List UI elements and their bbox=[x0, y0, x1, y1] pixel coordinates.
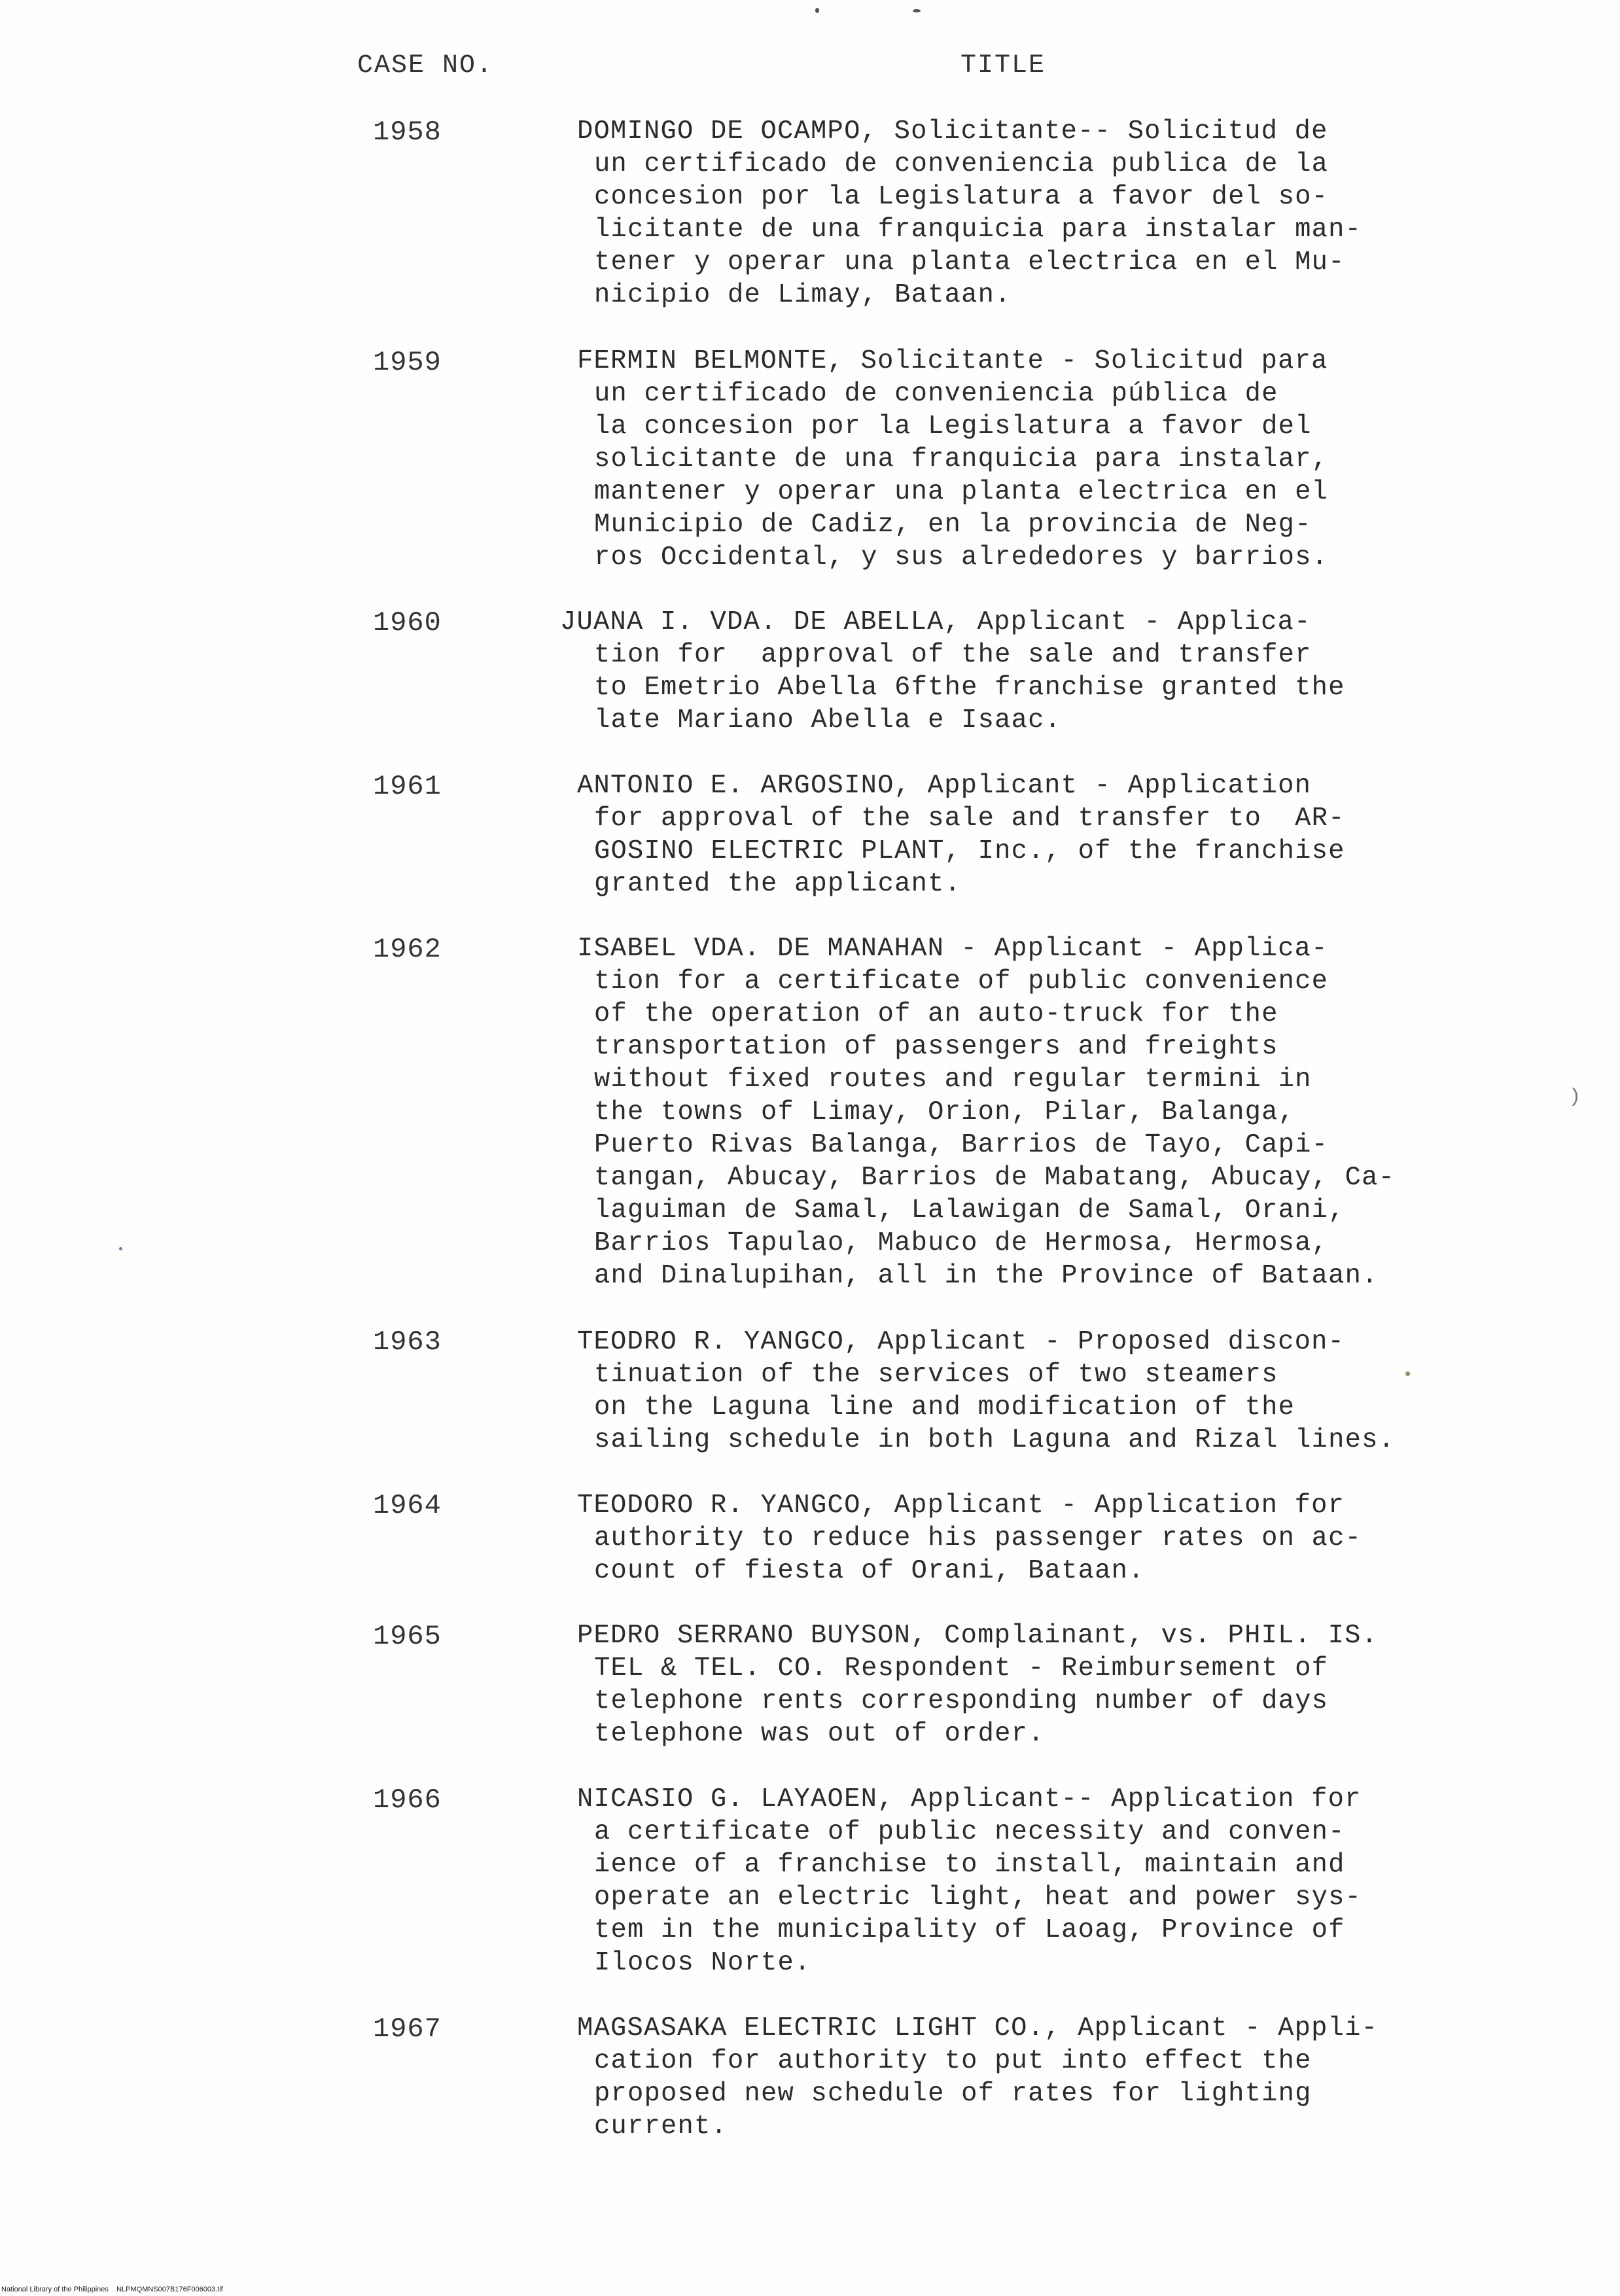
title-header: TITLE bbox=[960, 51, 1046, 80]
case-no-header: CASE NO. bbox=[357, 51, 494, 80]
title-line: ience of a franchise to install, maintain and bbox=[594, 1850, 1345, 1880]
title-line: a certificate of public necessity and conven- bbox=[594, 1817, 1345, 1847]
title-line: telephone rents corresponding number of days bbox=[594, 1686, 1329, 1716]
title-line: un certificado de conveniencia pública de bbox=[594, 379, 1278, 409]
case-number: 1964 bbox=[373, 1490, 442, 1521]
title-line: laguiman de Samal, Lalawigan de Samal, Orani, bbox=[594, 1195, 1345, 1226]
speck-mark bbox=[913, 9, 921, 12]
title-line: TEODORO R. YANGCO, Applicant - Application for bbox=[577, 1491, 1345, 1521]
title-line: solicitante de una franquicia para instalar, bbox=[594, 444, 1329, 474]
case-number: 1958 bbox=[373, 116, 442, 148]
case-title bbox=[577, 1326, 1428, 1457]
case-number: 1967 bbox=[373, 2013, 442, 2045]
title-line: la concesion por la Legislatura a favor del bbox=[594, 412, 1312, 442]
archive-footer: National Library of the Philippines NLPMQMNS007B176F006003.tif bbox=[1, 2286, 223, 2293]
case-title bbox=[577, 2012, 1401, 2143]
title-line: Barrios Tapulao, Mabuco de Hermosa, Hermosa, bbox=[594, 1228, 1329, 1258]
speck-mark bbox=[1405, 1371, 1410, 1376]
title-line: count of fiesta of Orani, Bataan. bbox=[594, 1556, 1145, 1586]
title-line: ros Occidental, y sus alrededores y barrios. bbox=[594, 542, 1329, 573]
case-number: 1966 bbox=[373, 1784, 442, 1816]
title-line: late Mariano Abella e Isaac. bbox=[594, 705, 1062, 735]
title-line: PEDRO SERRANO BUYSON, Complainant, vs. PHIL. IS. bbox=[577, 1621, 1379, 1651]
title-line: tangan, Abucay, Barrios de Mabatang, Abucay, Ca- bbox=[594, 1163, 1396, 1193]
speck-mark bbox=[815, 8, 819, 13]
title-line: Municipio de Cadiz, en la provincia de Neg- bbox=[594, 510, 1312, 540]
case-number: 1960 bbox=[373, 607, 442, 639]
title-line: the towns of Limay, Orion, Pilar, Balanga, bbox=[594, 1097, 1295, 1127]
title-line: proposed new schedule of rates for lighting bbox=[594, 2079, 1312, 2109]
title-line: telephone was out of order. bbox=[594, 1719, 1045, 1749]
title-line: Puerto Rivas Balanga, Barrios de Tayo, Capi- bbox=[594, 1130, 1329, 1160]
title-line: of the operation of an auto-truck for the bbox=[594, 999, 1278, 1029]
title-line: operate an electric light, heat and power sys- bbox=[594, 1882, 1362, 1913]
title-line: cation for authority to put into effect the bbox=[594, 2046, 1312, 2076]
case-number: 1965 bbox=[373, 1621, 442, 1652]
title-line: tem in the municipality of Laoag, Province of bbox=[594, 1915, 1345, 1945]
title-line: ANTONIO E. ARGOSINO, Applicant - Application bbox=[577, 771, 1312, 801]
title-line: GOSINO ELECTRIC PLANT, Inc., of the franchise bbox=[594, 836, 1345, 866]
title-line: on the Laguna line and modification of the bbox=[594, 1392, 1295, 1422]
title-line: sailing schedule in both Laguna and Rizal lines. bbox=[594, 1425, 1396, 1455]
case-title bbox=[577, 769, 1401, 900]
title-line: JUANA I. VDA. DE ABELLA, Applicant - Applica- bbox=[560, 607, 1311, 637]
title-line: Ilocos Norte. bbox=[594, 1948, 811, 1978]
title-line: mantener y operar una planta electrica en el bbox=[594, 477, 1329, 507]
case-number: 1959 bbox=[373, 347, 442, 378]
title-line: authority to reduce his passenger rates on ac- bbox=[594, 1523, 1362, 1553]
title-line: FERMIN BELMONTE, Solicitante - Solicitud para bbox=[577, 346, 1328, 376]
case-number: 1961 bbox=[373, 771, 442, 802]
speck-mark bbox=[119, 1247, 122, 1250]
case-title bbox=[577, 1783, 1401, 1979]
title-line: DOMINGO DE OCAMPO, Solicitante-- Solicitud de bbox=[577, 116, 1328, 147]
title-line: without fixed routes and regular termini in bbox=[594, 1065, 1312, 1095]
case-title bbox=[577, 1619, 1401, 1750]
title-line: concesion por la Legislatura a favor del so- bbox=[594, 182, 1329, 212]
title-line: and Dinalupihan, all in the Province of Bataan. bbox=[594, 1261, 1379, 1291]
case-title bbox=[577, 115, 1401, 311]
title-line: nicipio de Limay, Bataan. bbox=[594, 280, 1012, 310]
title-line: transportation of passengers and freights bbox=[594, 1032, 1278, 1062]
title-line: TEODRO R. YANGCO, Applicant - Proposed discon- bbox=[577, 1327, 1345, 1357]
title-line: licitante de una franquicia para instalar man- bbox=[594, 215, 1362, 245]
title-line: tinuation of the services of two steamers bbox=[594, 1360, 1278, 1390]
case-title bbox=[560, 606, 1384, 737]
case-number: 1963 bbox=[373, 1326, 442, 1358]
case-title bbox=[577, 1489, 1401, 1587]
case-title bbox=[577, 345, 1401, 574]
title-line: tion for approval of the sale and transfer bbox=[594, 640, 1312, 670]
title-line: tener y operar una planta electrica en el Mu- bbox=[594, 247, 1345, 277]
case-title bbox=[577, 932, 1428, 1292]
title-line: granted the applicant. bbox=[594, 869, 962, 899]
title-line: NICASIO G. LAYAOEN, Applicant-- Application for bbox=[577, 1784, 1362, 1814]
title-line: tion for a certificate of public convenience bbox=[594, 966, 1329, 997]
case-number: 1962 bbox=[373, 934, 442, 965]
title-line: un certificado de conveniencia publica de la bbox=[594, 149, 1329, 179]
title-line: MAGSASAKA ELECTRIC LIGHT CO., Applicant - Appli- bbox=[577, 2013, 1379, 2043]
title-line: for approval of the sale and transfer to AR- bbox=[594, 804, 1345, 834]
margin-mark: ) bbox=[1569, 1086, 1581, 1108]
title-line: ISABEL VDA. DE MANAHAN - Applicant - Applica- bbox=[577, 934, 1328, 964]
title-line: current. bbox=[594, 2111, 728, 2142]
title-line: to Emetrio Abella 6fthe franchise granted the bbox=[594, 673, 1345, 703]
title-line: TEL & TEL. CO. Respondent - Reimbursement of bbox=[594, 1653, 1329, 1684]
